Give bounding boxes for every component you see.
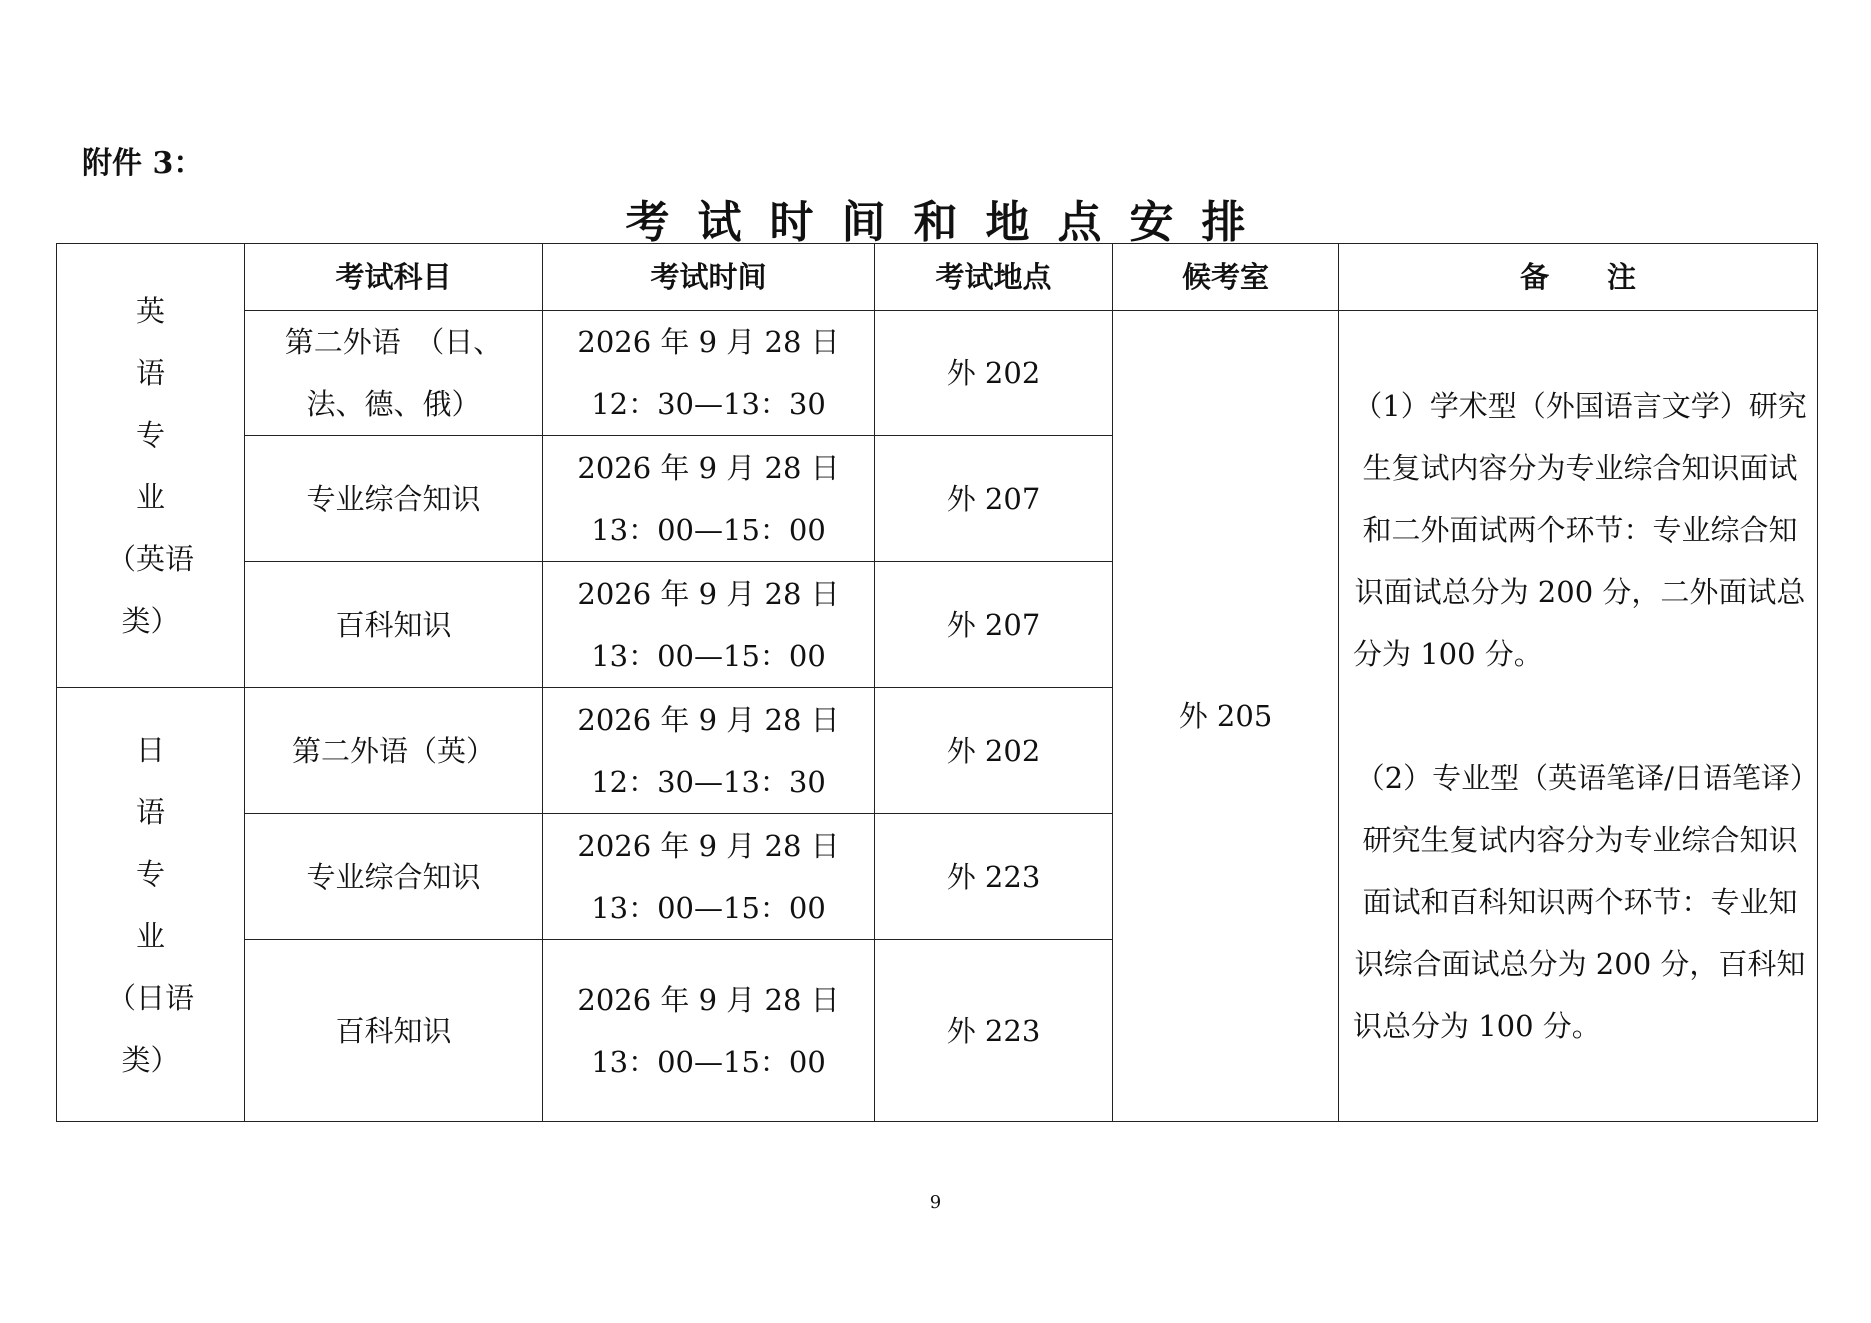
- major-line: （英语: [106, 541, 194, 576]
- waiting-room-cell: 外 205: [1113, 311, 1339, 1122]
- major-line: 类）: [121, 603, 180, 638]
- subject-line: 法、德、俄）: [306, 387, 481, 421]
- document-title: 考试时间和地点安排: [625, 197, 1274, 248]
- time-cell: [543, 688, 875, 814]
- time-range: 12：30—13：30: [591, 764, 826, 799]
- place-cell: 外 202: [875, 311, 1113, 436]
- header-place: 考试地点: [875, 244, 1113, 311]
- subject-cell: 百科知识: [245, 562, 543, 688]
- page-number: 9: [929, 1192, 942, 1213]
- time-cell: [543, 940, 875, 1122]
- schedule-table: [56, 243, 1818, 1122]
- subject-cell: [245, 311, 543, 436]
- subject-cell: 专业综合知识: [245, 436, 543, 562]
- place-cell: 外 223: [875, 814, 1113, 940]
- time-range: 13：00—15：00: [591, 890, 826, 925]
- remark-2: （2）专业型（英语笔译/日语笔译）研究生复试内容分为专业综合知识面试和百科知识两个环节：专业知识综合面试总分为 200 分，百科知识总分为 100 分。: [1353, 761, 1806, 1043]
- header-row: [57, 244, 1818, 311]
- major-line: 业: [135, 479, 165, 514]
- subject-line: 第二外语 （日、: [284, 325, 503, 359]
- major-line: 英: [135, 293, 165, 328]
- time-cell: [543, 311, 875, 436]
- time-cell: [543, 562, 875, 688]
- major-cell-japanese: [57, 688, 245, 1122]
- major-cell-english: [57, 244, 245, 688]
- time-date: 2026 年 9 月 28 日: [577, 325, 840, 359]
- place-cell: 外 223: [875, 940, 1113, 1122]
- time-date: 2026 年 9 月 28 日: [577, 576, 840, 611]
- time-cell: [543, 436, 875, 562]
- major-line: （日语: [106, 980, 194, 1015]
- place-cell: 外 207: [875, 436, 1113, 562]
- major-line: 类）: [121, 1042, 180, 1077]
- remarks-cell: [1339, 311, 1818, 1122]
- header-remarks: 备 注: [1339, 244, 1818, 311]
- subject-cell: 百科知识: [245, 940, 543, 1122]
- time-range: 13：00—15：00: [591, 638, 826, 673]
- table-row: [57, 311, 1818, 436]
- attachment-label: 附件 3：: [82, 146, 204, 181]
- major-line: 语: [135, 355, 165, 390]
- time-range: 13：00—15：00: [591, 1044, 826, 1079]
- major-line: 业: [135, 918, 165, 953]
- time-date: 2026 年 9 月 28 日: [577, 828, 840, 863]
- time-range: 12：30—13：30: [591, 387, 826, 421]
- remark-1: （1）学术型（外国语言文学）研究生复试内容分为专业综合知识面试和二外面试两个环节：专业综合知识面试总分为 200 分，二外面试总分为 100 分。: [1353, 389, 1807, 671]
- place-cell: 外 207: [875, 562, 1113, 688]
- time-date: 2026 年 9 月 28 日: [577, 702, 840, 737]
- major-line: 专: [135, 856, 165, 891]
- subject-cell: 专业综合知识: [245, 814, 543, 940]
- time-cell: [543, 814, 875, 940]
- major-line: 专: [135, 417, 165, 452]
- time-range: 13：00—15：00: [591, 512, 826, 547]
- header-time: 考试时间: [543, 244, 875, 311]
- major-line: 语: [135, 794, 165, 829]
- place-cell: 外 202: [875, 688, 1113, 814]
- major-line: 日: [135, 732, 165, 767]
- time-date: 2026 年 9 月 28 日: [577, 450, 840, 485]
- subject-cell: 第二外语（英）: [245, 688, 543, 814]
- header-subject: 考试科目: [245, 244, 543, 311]
- time-date: 2026 年 9 月 28 日: [577, 982, 840, 1017]
- header-waiting-room: 候考室: [1113, 244, 1339, 311]
